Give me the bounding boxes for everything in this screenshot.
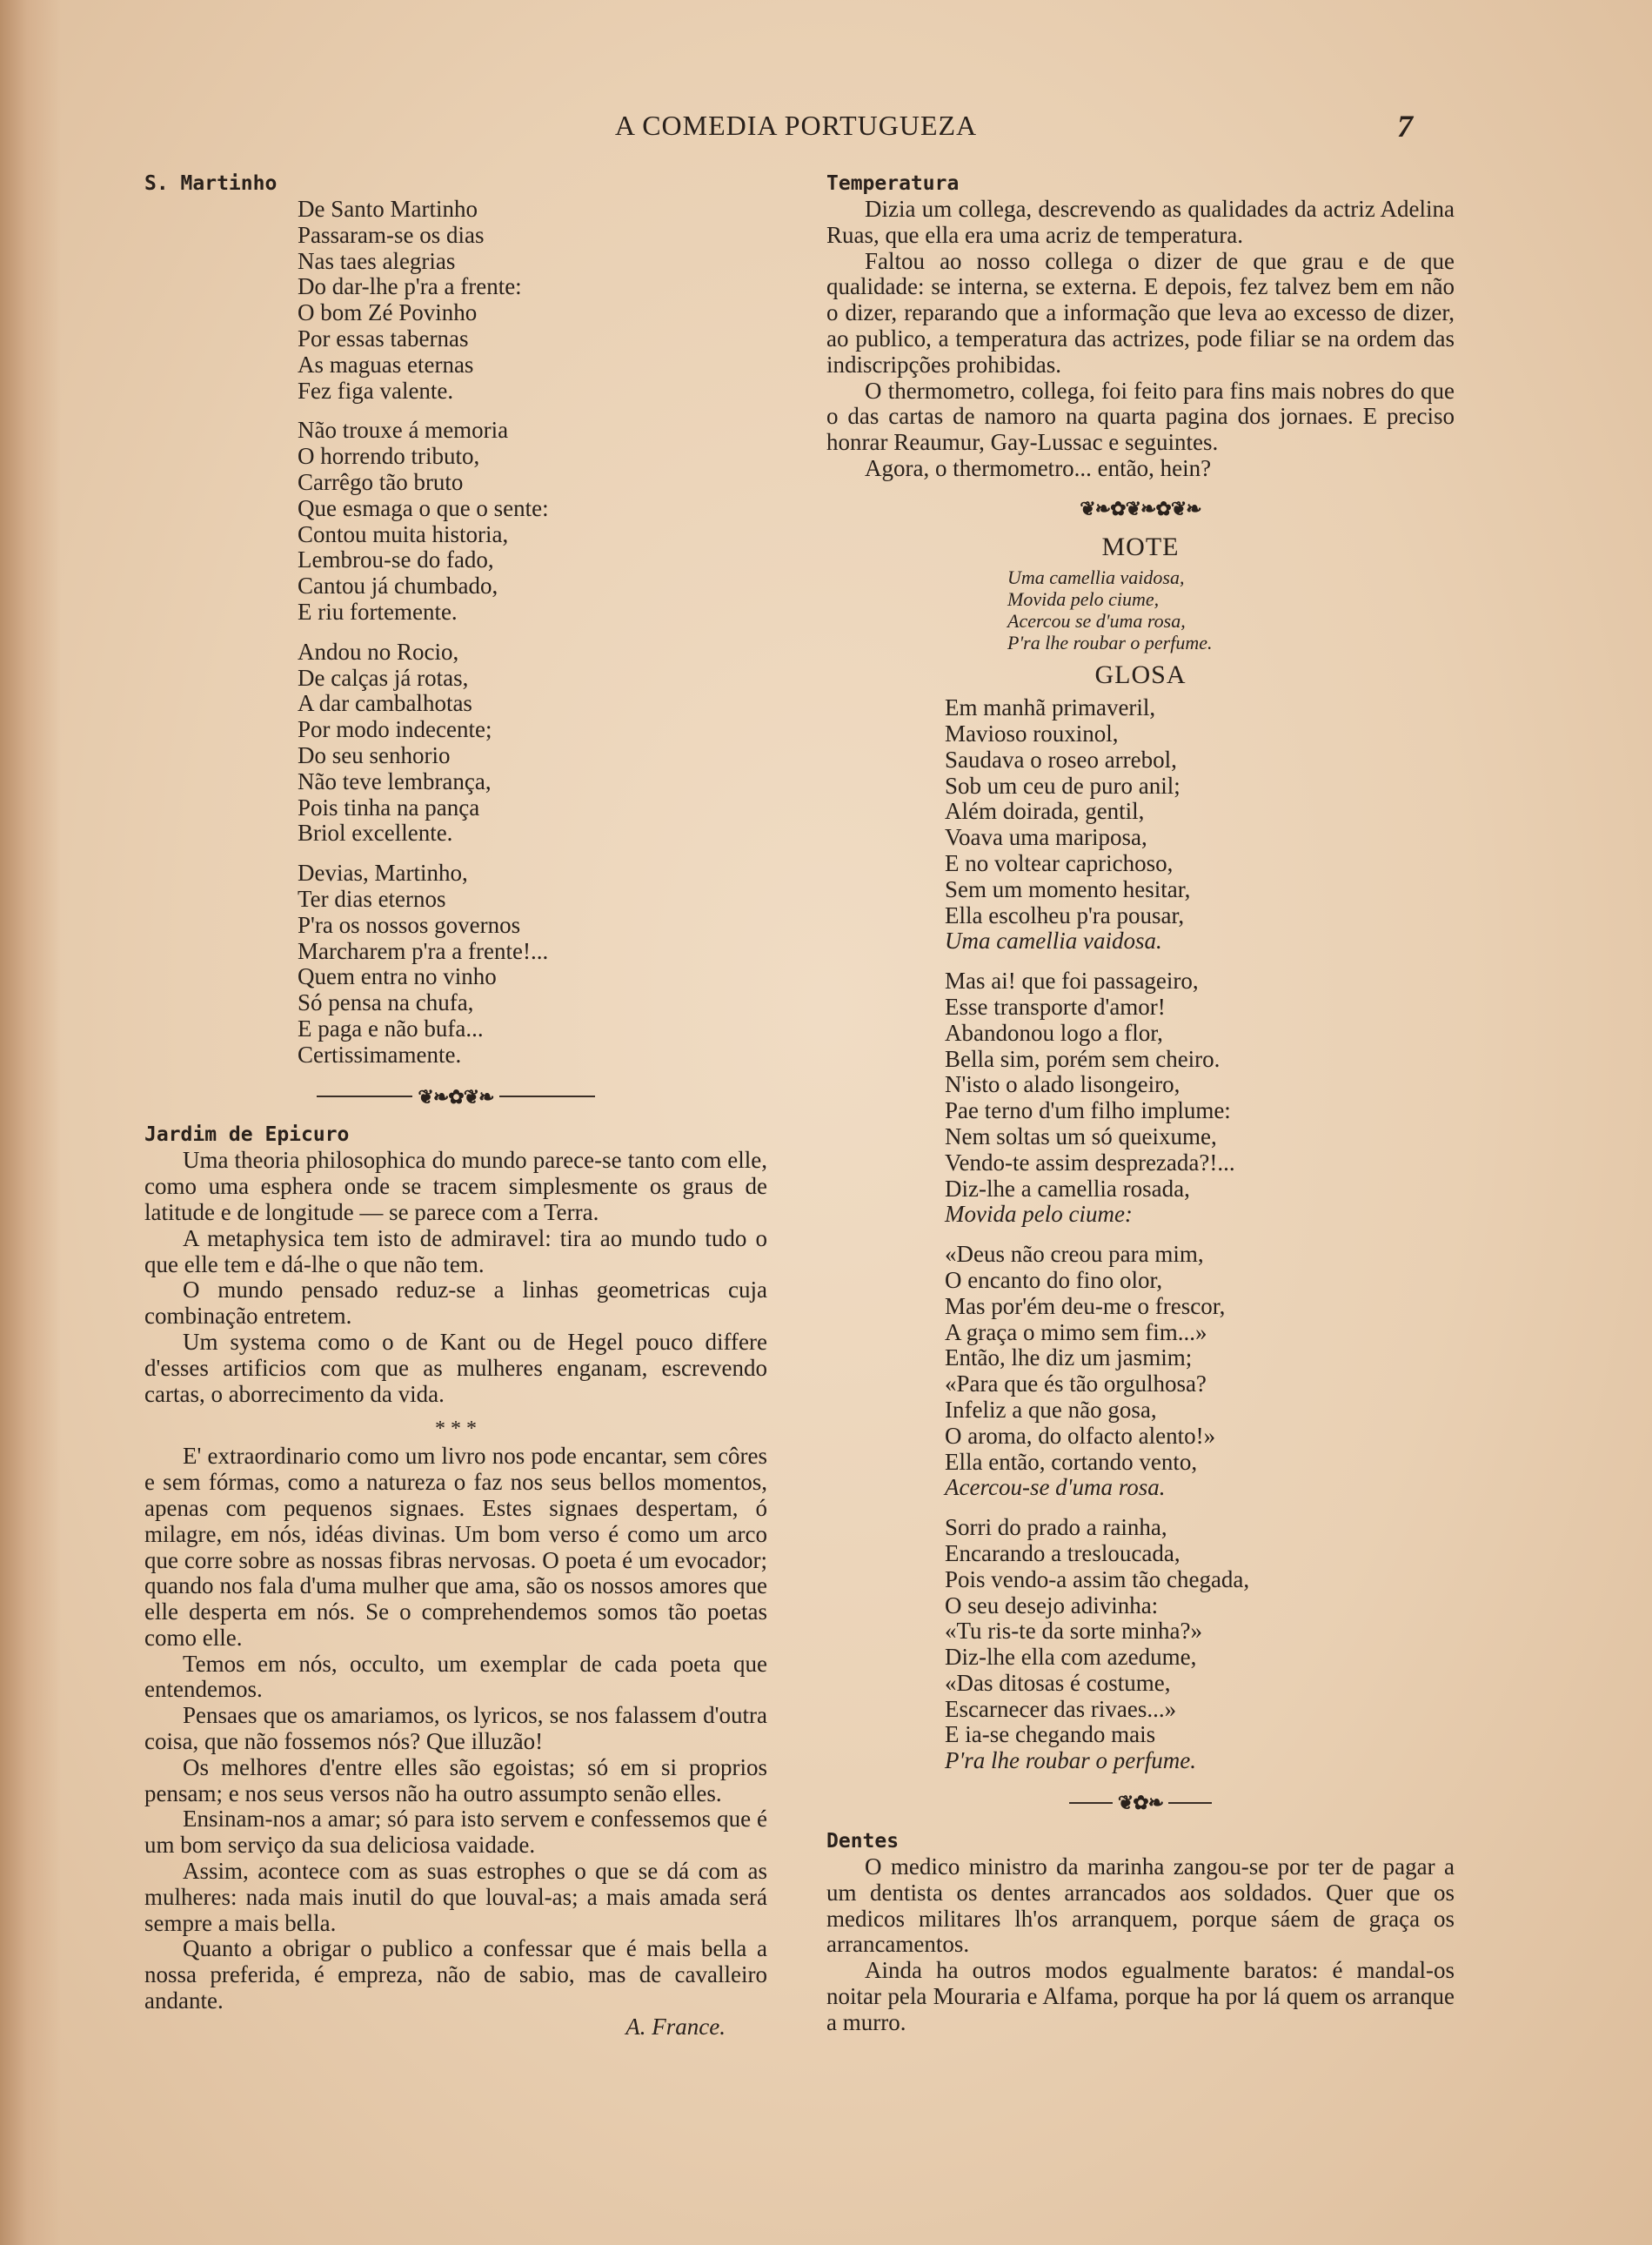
mote-verse bbox=[1007, 566, 1455, 653]
asterism-separator: * * * bbox=[435, 1417, 477, 1441]
section-heading-dentes: Dentes bbox=[826, 1829, 900, 1853]
paragraph: O medico ministro da marinha zangou-se por ter de pagar a um dentista os dentes arrancados aos soldados. Quer que os medicos militares lh'os arranquem, porque sáem de graça os arrancamentos. bbox=[826, 1853, 1455, 1958]
poem-line: Ella escolheu p'ra pousar, bbox=[945, 901, 1185, 928]
poem-line: Ella então, cortando vento, bbox=[945, 1448, 1198, 1475]
paragraph: Ainda ha outros modos egualmente baratos: é mandal-os noitar pela Mouraria e Alfama, porque ha por lá quem os arranque a murro. bbox=[826, 1957, 1455, 2035]
poem-line: Quem entra no vinho bbox=[298, 963, 497, 990]
divider-rule bbox=[1069, 1802, 1113, 1804]
poem-martinho bbox=[298, 197, 767, 1069]
poem-line: «Tu ris-te da sorte minha?» bbox=[945, 1618, 1202, 1645]
poem-line: Do dar-lhe p'ra a frente: bbox=[298, 273, 522, 300]
paragraph: E' extraordinario como um livro nos pode encantar, sem côres e sem fórmas, como a natureza o faz nos seus bellos momentos, apenas com pequenos signaes. Estes signaes despertam, ó milagre, em nós, idéas divinas. Um bom verso é como um arco que corre sobre as nossas fibras nervosas. O poeta é um evocador; quando nos fala d'uma mulher que ama, são os nossos amores que elle desperta em nós. Se o comprehendemos somos tão poetas como elle. bbox=[144, 1443, 767, 1651]
poem-stanza bbox=[945, 695, 1455, 955]
mote-line: P'ra lhe roubar o perfume. bbox=[1007, 632, 1213, 654]
poem-line: Ter dias eternos bbox=[298, 885, 446, 912]
poem-line: Acercou-se d'uma rosa. bbox=[945, 1474, 1166, 1501]
poem-line: A graça o mimo sem fim...» bbox=[945, 1318, 1207, 1345]
poem-line: Infeliz a que não gosa, bbox=[945, 1396, 1157, 1423]
section-heading-martinho: S. Martinho bbox=[144, 172, 278, 195]
poem-line: P'ra os nossos governos bbox=[298, 911, 521, 938]
poem-line: Devias, Martinho, bbox=[298, 860, 468, 887]
poem-line: Fez figa valente. bbox=[298, 377, 454, 404]
poem-line: Pois vendo-a assim tão chegada, bbox=[945, 1565, 1250, 1592]
poem-line: Bella sim, porém sem cheiro. bbox=[945, 1045, 1221, 1072]
poem-line: O horrendo tributo, bbox=[298, 443, 480, 470]
paragraph: Quanto a obrigar o publico a confessar que é mais bella a nossa preferida, é empreza, não de sabio, mas de cavalleiro andante. bbox=[144, 1935, 767, 2014]
poem-line: N'isto o alado lisongeiro, bbox=[945, 1071, 1180, 1098]
paragraph: Agora, o thermometro... então, hein? bbox=[865, 454, 1212, 481]
divider-rule bbox=[317, 1096, 412, 1097]
poem-line: Passaram-se os dias bbox=[298, 221, 485, 248]
poem-line: Que esmaga o que o sente: bbox=[298, 494, 549, 521]
poem-line: Sem um momento hesitar, bbox=[945, 875, 1191, 902]
poem-line: A dar cambalhotas bbox=[298, 690, 472, 717]
page-spine-shadow bbox=[0, 0, 61, 2245]
temperatura-text bbox=[826, 197, 1455, 482]
paragraph: Pensaes que os amariamos, os lyricos, se nos falassem d'outra coisa, que não fossemos nós? Que illuzão! bbox=[144, 1702, 767, 1755]
author-signature: A. France. bbox=[625, 2013, 726, 2040]
paragraph: O mundo pensado reduz-se a linhas geometricas cuja combinação entretem. bbox=[144, 1277, 767, 1330]
scroll-ornament-icon: ❦❧✿❦❧✿❦❧ bbox=[1080, 497, 1201, 519]
paragraph: Um systema como o de Kant ou de Hegel pouco differe d'esses artificios com que as mulheres enganam, escrevendo cartas, o aborrecimento da vida. bbox=[144, 1328, 767, 1407]
poem-line: Sorri do prado a rainha, bbox=[945, 1514, 1167, 1541]
poem-line: Nem soltas um só queixume, bbox=[945, 1122, 1217, 1149]
poem-stanza bbox=[298, 418, 767, 625]
paragraph: Uma theoria philosophica do mundo parece-se tanto com elle, como uma esphera onde se tracem simplesmente os graus de latitude e de longitude — se parece com a Terra. bbox=[144, 1147, 767, 1225]
mote-title: MOTE bbox=[1101, 532, 1180, 561]
poem-line: P'ra lhe roubar o perfume. bbox=[945, 1747, 1196, 1774]
right-column bbox=[826, 171, 1455, 2036]
poem-line: Movida pelo ciume: bbox=[945, 1201, 1133, 1228]
poem-line: De calças já rotas, bbox=[298, 664, 469, 691]
poem-line: O encanto do fino olor, bbox=[945, 1266, 1163, 1293]
paragraph: Dizia um collega, descrevendo as qualidades da actriz Adelina Ruas, que ella era uma acriz de temperatura. bbox=[826, 196, 1455, 248]
mote-line: Movida pelo ciume, bbox=[1007, 588, 1160, 611]
section-divider-ornament bbox=[826, 1788, 1455, 1816]
paragraph: A metaphysica tem isto de admiravel: tira ao mundo tudo o que elle tem e dá-lhe o que não tem. bbox=[144, 1224, 767, 1277]
divider-rule bbox=[1168, 1802, 1212, 1804]
poem-line: Pae terno d'um filho implume: bbox=[945, 1097, 1231, 1124]
poem-line: «Deus não creou para mim, bbox=[945, 1241, 1204, 1268]
poem-line: Lembrou-se do fado, bbox=[298, 546, 494, 573]
divider-rule bbox=[499, 1096, 595, 1097]
poem-line: Diz-lhe a camellia rosada, bbox=[945, 1175, 1190, 1202]
epicuro-text bbox=[144, 1148, 767, 2040]
poem-line: Mavioso rouxinol, bbox=[945, 720, 1119, 747]
poem-stanza bbox=[298, 640, 767, 847]
section-divider-ornament bbox=[826, 494, 1455, 522]
poem-line: O aroma, do olfacto alento!» bbox=[945, 1422, 1216, 1449]
glosa-title: GLOSA bbox=[1094, 660, 1187, 690]
poem-line: Encarando a tresloucada, bbox=[945, 1539, 1180, 1566]
poem-stanza bbox=[945, 1242, 1455, 1501]
poem-line: De Santo Martinho bbox=[298, 196, 478, 222]
poem-line: Carrêgo tão bruto bbox=[298, 468, 464, 495]
paragraph: O thermometro, collega, foi feito para fins mais nobres do que o das cartas de namoro na quarta pagina dos jornaes. E preciso honrar Reaumur, Gay-Lussac e seguintes. bbox=[826, 377, 1455, 456]
glosa-poem bbox=[945, 695, 1455, 1774]
poem-line: Diz-lhe ella com azedume, bbox=[945, 1644, 1197, 1671]
section-heading-temperatura: Temperatura bbox=[826, 172, 960, 195]
page-number: 7 bbox=[1397, 109, 1413, 144]
poem-line: E riu fortemente. bbox=[298, 598, 458, 625]
poem-line: Vendo-te assim desprezada?!... bbox=[945, 1149, 1235, 1176]
poem-line: Por modo indecente; bbox=[298, 716, 492, 743]
mote-line: Acercou se d'uma rosa, bbox=[1007, 610, 1186, 633]
poem-line: E paga e não bufa... bbox=[298, 1015, 484, 1042]
left-column bbox=[144, 171, 767, 2041]
poem-line: Esse transporte d'amor! bbox=[945, 993, 1166, 1020]
poem-line: E no voltear caprichoso, bbox=[945, 849, 1174, 876]
poem-line: Não trouxe á memoria bbox=[298, 417, 509, 444]
poem-stanza bbox=[298, 861, 767, 1068]
poem-line: Certissimamente. bbox=[298, 1041, 462, 1068]
section-heading-epicuro: Jardim de Epicuro bbox=[144, 1123, 350, 1147]
poem-line: Mas ai! que foi passageiro, bbox=[945, 968, 1199, 995]
poem-line: Além doirada, gentil, bbox=[945, 798, 1145, 825]
poem-line: Briol excellente. bbox=[298, 820, 453, 847]
poem-line: Então, lhe diz um jasmim; bbox=[945, 1344, 1193, 1371]
poem-line: Nas taes alegrias bbox=[298, 247, 456, 274]
poem-line: «Das ditosas é costume, bbox=[945, 1669, 1171, 1696]
poem-line: Saudava o roseo arrebol, bbox=[945, 746, 1177, 773]
paragraph: Faltou ao nosso collega o dizer de que grau e de que qualidade: se interna, se externa. E depois, fez talvez bem em não o dizer, reparando que a informação que leva ao excesso de dizer, ao publico, a temperatura das actrizes, pode filiar se na ordem das indiscripções prohibidas. bbox=[826, 247, 1455, 378]
poem-line: Escarnecer das rivaes...» bbox=[945, 1695, 1177, 1722]
poem-line: Uma camellia vaidosa. bbox=[945, 928, 1162, 955]
paragraph: Temos em nós, occulto, um exemplar de cada poeta que entendemos. bbox=[144, 1650, 767, 1703]
poem-line: O seu desejo adivinha: bbox=[945, 1592, 1159, 1618]
poem-line: Em manhã primaveril, bbox=[945, 694, 1156, 721]
section-divider-ornament bbox=[144, 1082, 767, 1110]
scroll-ornament-icon: ❦❧✿❦❧ bbox=[418, 1085, 494, 1108]
poem-stanza bbox=[945, 1515, 1455, 1774]
poem-stanza bbox=[945, 968, 1455, 1228]
poem-line: Abandonou logo a flor, bbox=[945, 1019, 1163, 1046]
poem-line: Sob um ceu de puro anil; bbox=[945, 772, 1180, 799]
poem-line: As maguas eternas bbox=[298, 351, 474, 378]
poem-stanza bbox=[298, 197, 767, 404]
dentes-text bbox=[826, 1854, 1455, 2036]
poem-line: O bom Zé Povinho bbox=[298, 299, 478, 326]
poem-line: Do seu senhorio bbox=[298, 741, 451, 768]
running-header-title: A COMEDIA PORTUGUEZA bbox=[614, 110, 978, 141]
poem-line: Contou muita historia, bbox=[298, 520, 509, 547]
poem-line: E ia-se chegando mais bbox=[945, 1721, 1156, 1748]
mote-line: Uma camellia vaidosa, bbox=[1007, 566, 1185, 589]
poem-line: Voava uma mariposa, bbox=[945, 824, 1147, 851]
paragraph: Os melhores d'entre elles são egoistas; só em si proprios pensam; e nos seus versos não ha outro assumpto senão elles. bbox=[144, 1753, 767, 1806]
poem-line: Pois tinha na pança bbox=[298, 794, 480, 821]
poem-line: Mas por'ém deu-me o frescor, bbox=[945, 1292, 1226, 1319]
paragraph: Assim, acontece com as suas estrophes o que se dá com as mulheres: nada mais inutil do que louval-as; a mais amada será sempre a mais bella. bbox=[144, 1858, 767, 1936]
poem-line: Cantou já chumbado, bbox=[298, 573, 498, 600]
poem-line: Só pensa na chufa, bbox=[298, 989, 474, 1016]
scroll-ornament-icon: ❦✿❧ bbox=[1117, 1792, 1164, 1814]
poem-line: «Para que és tão orgulhosa? bbox=[945, 1370, 1207, 1397]
poem-line: Marcharem p'ra a frente!... bbox=[298, 937, 549, 964]
poem-line: Por essas tabernas bbox=[298, 325, 469, 352]
paragraph: Ensinam-nos a amar; só para isto servem e confessemos que é um bom serviço da sua deliciosa vaidade. bbox=[144, 1806, 767, 1859]
poem-line: Andou no Rocio, bbox=[298, 638, 459, 665]
poem-line: Não teve lembrança, bbox=[298, 767, 492, 794]
